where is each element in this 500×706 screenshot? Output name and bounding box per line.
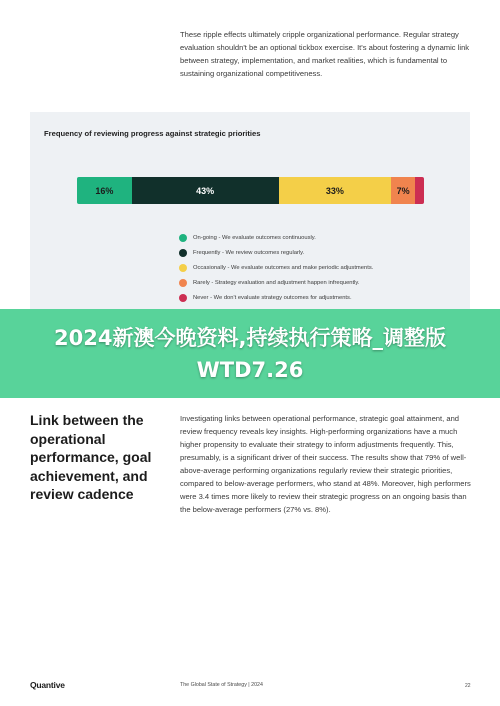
legend-item xyxy=(179,290,373,305)
legend-label: Rarely - Strategy evaluation and adjustment happen infrequently. xyxy=(193,279,360,286)
legend-item xyxy=(179,260,373,275)
chart-legend xyxy=(179,230,373,305)
legend-swatch xyxy=(179,234,187,242)
bar-segment: 43% xyxy=(132,177,279,204)
section-paragraph: Investigating links between operational performance, strategic goal attainment, and review frequency reveals key insights. High-performing organizations have a much higher propensity to evaluate their strategy to inform adjustments frequently. This, presumably, is a significant driver of their success. The results show that 79% of well-above-average performing organizations regularly review their strategic priorities, compared to below-average performers, who stand at 48%. Moreover, high performers were 3.4 times more likely to review their strategic progress on an ongoing basis than the below-average performers (27% vs. 8%). xyxy=(180,414,471,515)
quantive-logo: Quantive xyxy=(30,680,65,690)
legend-item xyxy=(179,245,373,260)
banner-title: 2024新澳今晚资料,持续执行策略_调整版WTD7.26 xyxy=(54,325,446,382)
bar-segment xyxy=(415,177,424,204)
legend-label: Occasionally - We evaluate outcomes and make periodic adjustments. xyxy=(193,264,374,271)
legend-swatch xyxy=(179,279,187,287)
legend-item xyxy=(179,230,373,245)
legend-swatch xyxy=(179,294,187,302)
section-heading: Link between the operational performance, goal achievement, and review cadence xyxy=(30,412,152,502)
legend-swatch xyxy=(179,249,187,257)
intro-paragraph: These ripple effects ultimately cripple organizational performance. Regular strategy evaluation shouldn't be an optional tickbox exercise. It's about fostering a dynamic link between strategy, implementation, and market realities, which is fundamental to sustaining organizational competitiveness. xyxy=(180,30,470,78)
chart-panel xyxy=(30,112,470,320)
bar-segment: 7% xyxy=(391,177,415,204)
legend-item xyxy=(179,275,373,290)
legend-label: Never - We don't evaluate strategy outcomes for adjustments. xyxy=(193,294,352,301)
chart-title: Frequency of reviewing progress against strategic priorities xyxy=(44,129,261,138)
legend-swatch xyxy=(179,264,187,272)
legend-label: Frequently - We review outcomes regularly. xyxy=(193,249,305,256)
page-number: 22 xyxy=(465,683,471,689)
footer-report-name: The Global State of Strategy | 2024 xyxy=(180,682,263,688)
stacked-bar-chart xyxy=(77,177,424,204)
bar-segment: 33% xyxy=(279,177,392,204)
legend-label: On-going - We evaluate outcomes continuously. xyxy=(193,234,316,241)
title-banner xyxy=(0,309,500,398)
bar-segment: 16% xyxy=(77,177,132,204)
